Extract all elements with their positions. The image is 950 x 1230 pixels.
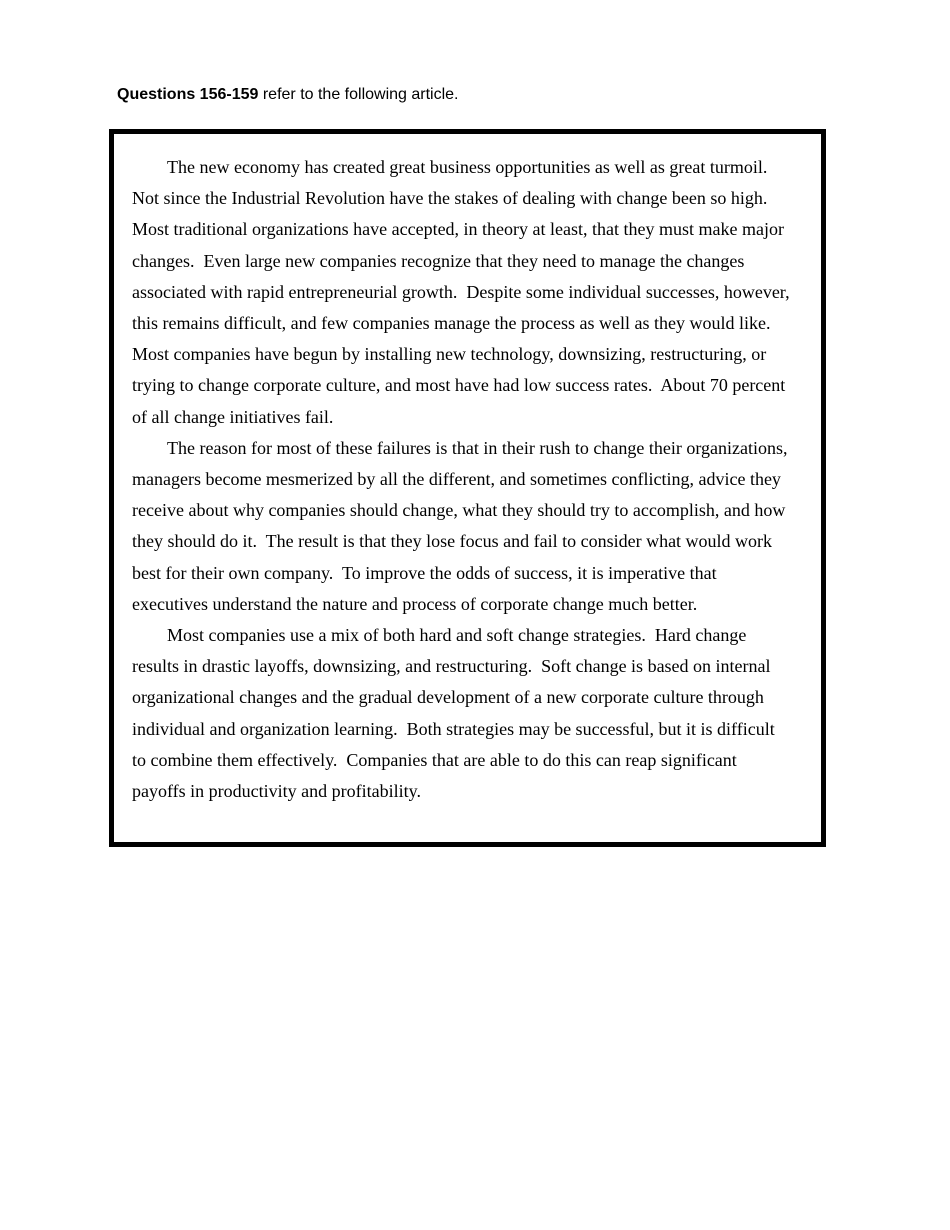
question-range: Questions 156-159	[117, 86, 259, 103]
article-box	[109, 129, 826, 847]
paragraph-line: managers become mesmerized by all the different, and sometimes conflicting, advice they	[132, 469, 781, 490]
article-paragraph-3	[132, 620, 813, 807]
paragraph-line: of all change initiatives fail.	[132, 406, 334, 427]
paragraph-line: Not since the Industrial Revolution have the stakes of dealing with change been so high.	[132, 188, 768, 209]
questions-header	[117, 86, 459, 104]
article-paragraph-2	[132, 433, 813, 620]
paragraph-line: changes. Even large new companies recognize that they need to manage the changes	[132, 250, 745, 271]
paragraph-line: associated with rapid entrepreneurial growth. Despite some individual successes, however,	[132, 281, 790, 302]
paragraph-line: results in drastic layoffs, downsizing, and restructuring. Soft change is based on internal	[132, 656, 771, 677]
paragraph-line: this remains difficult, and few companies manage the process as well as they would like.	[132, 313, 771, 334]
article-paragraph-1	[132, 152, 813, 433]
paragraph-line: executives understand the nature and process of corporate change much better.	[132, 593, 698, 614]
paragraph-line: Most traditional organizations have accepted, in theory at least, that they must make major	[132, 219, 784, 240]
paragraph-line: they should do it. The result is that they lose focus and fail to consider what would work	[132, 531, 773, 552]
paragraph-line: best for their own company. To improve the odds of success, it is imperative that	[132, 562, 717, 583]
paragraph-line: payoffs in productivity and profitability.	[132, 781, 421, 802]
paragraph-line: organizational changes and the gradual development of a new corporate culture through	[132, 687, 764, 708]
paragraph-line: Most companies use a mix of both hard and soft change strategies. Hard change	[167, 625, 747, 646]
paragraph-line: Most companies have begun by installing new technology, downsizing, restructuring, or	[132, 344, 767, 365]
paragraph-line: to combine them effectively. Companies that are able to do this can reap significant	[132, 749, 737, 770]
paragraph-line: trying to change corporate culture, and most have had low success rates. About 70 percent	[132, 375, 786, 396]
header-instruction: refer to the following article.	[258, 86, 459, 103]
paragraph-line: The reason for most of these failures is that in their rush to change their organizations,	[167, 437, 788, 458]
paragraph-line: receive about why companies should change, what they should try to accomplish, and how	[132, 500, 786, 521]
paragraph-line: individual and organization learning. Both strategies may be successful, but it is difficult	[132, 718, 775, 739]
paragraph-line: The new economy has created great business opportunities as well as great turmoil.	[167, 157, 768, 177]
